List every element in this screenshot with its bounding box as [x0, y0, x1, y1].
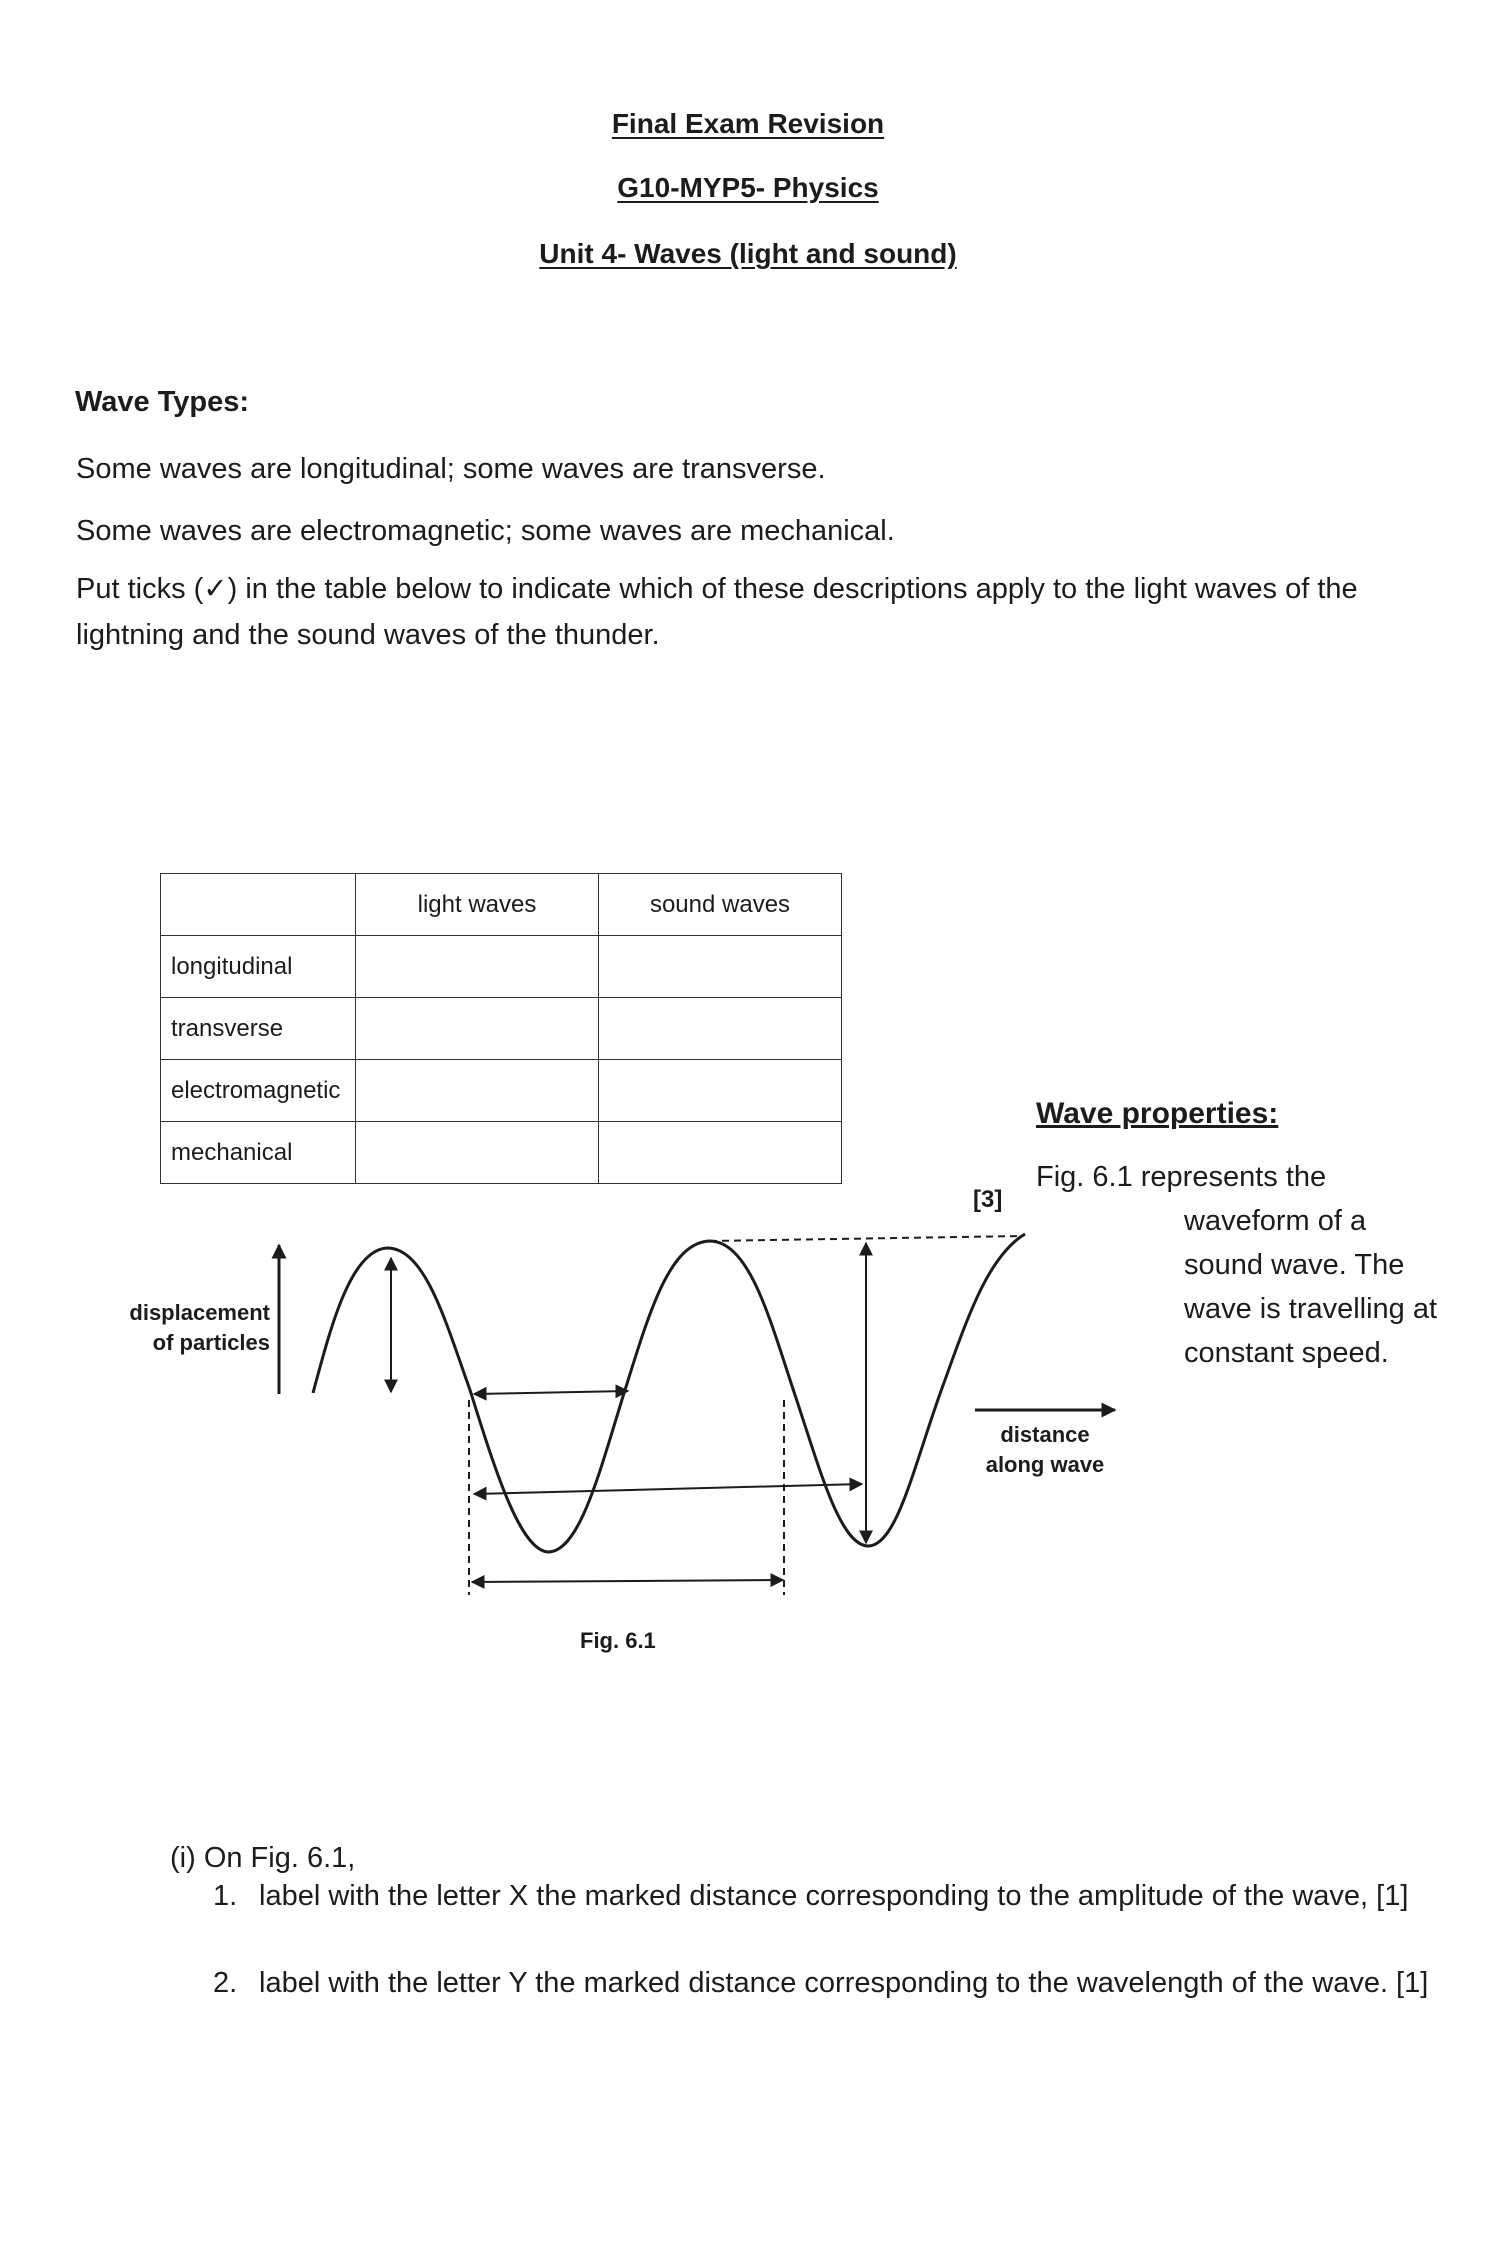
y-axis-label-line-1: displacement: [129, 1300, 270, 1325]
wavelength-arrow: [472, 1580, 783, 1582]
wave-types-line-2: Some waves are electromagnetic; some waves are mechanical.: [76, 515, 895, 547]
row-label-transverse: transverse: [161, 998, 356, 1060]
unit-title: Unit 4- Waves (light and sound): [539, 238, 957, 269]
wave-types-line-1: Some waves are longitudinal; some waves are transverse.: [76, 453, 826, 485]
x-axis-label-line-1: distance: [1000, 1422, 1090, 1447]
x-axis-label-line-2: along wave: [985, 1452, 1105, 1477]
x-axis-label: [965, 1420, 1125, 1480]
question-item-2-text: label with the letter Y the marked distance corresponding to the wavelength of the wave. [1]: [259, 1967, 1429, 1999]
column-header-light: light waves: [356, 874, 599, 936]
waveform-curve: [313, 1234, 1025, 1552]
wave-properties-line-4: wave is travelling at: [1184, 1293, 1438, 1325]
question-item-2-number: 2.: [213, 1967, 238, 1999]
row-label-mechanical: mechanical: [161, 1122, 356, 1184]
question-item-1-number: 1.: [213, 1880, 238, 1912]
wave-types-heading: Wave Types:: [75, 386, 250, 418]
wave-properties-line-1: Fig. 6.1 represents the: [1036, 1161, 1327, 1193]
exam-title: Final Exam Revision: [611, 108, 885, 139]
question-item-1: [213, 1880, 1408, 1913]
y-axis-label: [110, 1298, 270, 1358]
question-intro: (i) On Fig. 6.1,: [170, 1842, 356, 1874]
figure-caption: Fig. 6.1: [580, 1628, 656, 1653]
row-label-longitudinal: longitudinal: [161, 936, 356, 998]
table-marks: [3]: [973, 1186, 1003, 1213]
column-header-sound: sound waves: [599, 874, 842, 936]
half-wave-arrow: [474, 1391, 628, 1394]
wave-properties-heading: Wave properties:: [1036, 1097, 1279, 1130]
question-item-2: [213, 1967, 1428, 2000]
row-label-electromagnetic: electromagnetic: [161, 1060, 356, 1122]
question-item-1-text: label with the letter X the marked distance corresponding to the amplitude of the wave, [1]: [259, 1880, 1409, 1912]
course-title: G10-MYP5- Physics: [617, 172, 879, 203]
trough-width-arrow: [474, 1484, 862, 1494]
wave-properties-line-2: waveform of a: [1184, 1205, 1367, 1237]
y-axis-label-line-2: of particles: [152, 1330, 270, 1355]
instruction-text: Put ticks (✓) in the table below to indicate which of these descriptions apply to the light waves of the lightning and the sound waves of the thunder.: [76, 573, 1358, 651]
crest-dashed-guide: [710, 1236, 1022, 1241]
wave-properties-line-5: constant speed.: [1184, 1337, 1389, 1369]
wave-properties-line-3: sound wave. The: [1184, 1249, 1405, 1281]
